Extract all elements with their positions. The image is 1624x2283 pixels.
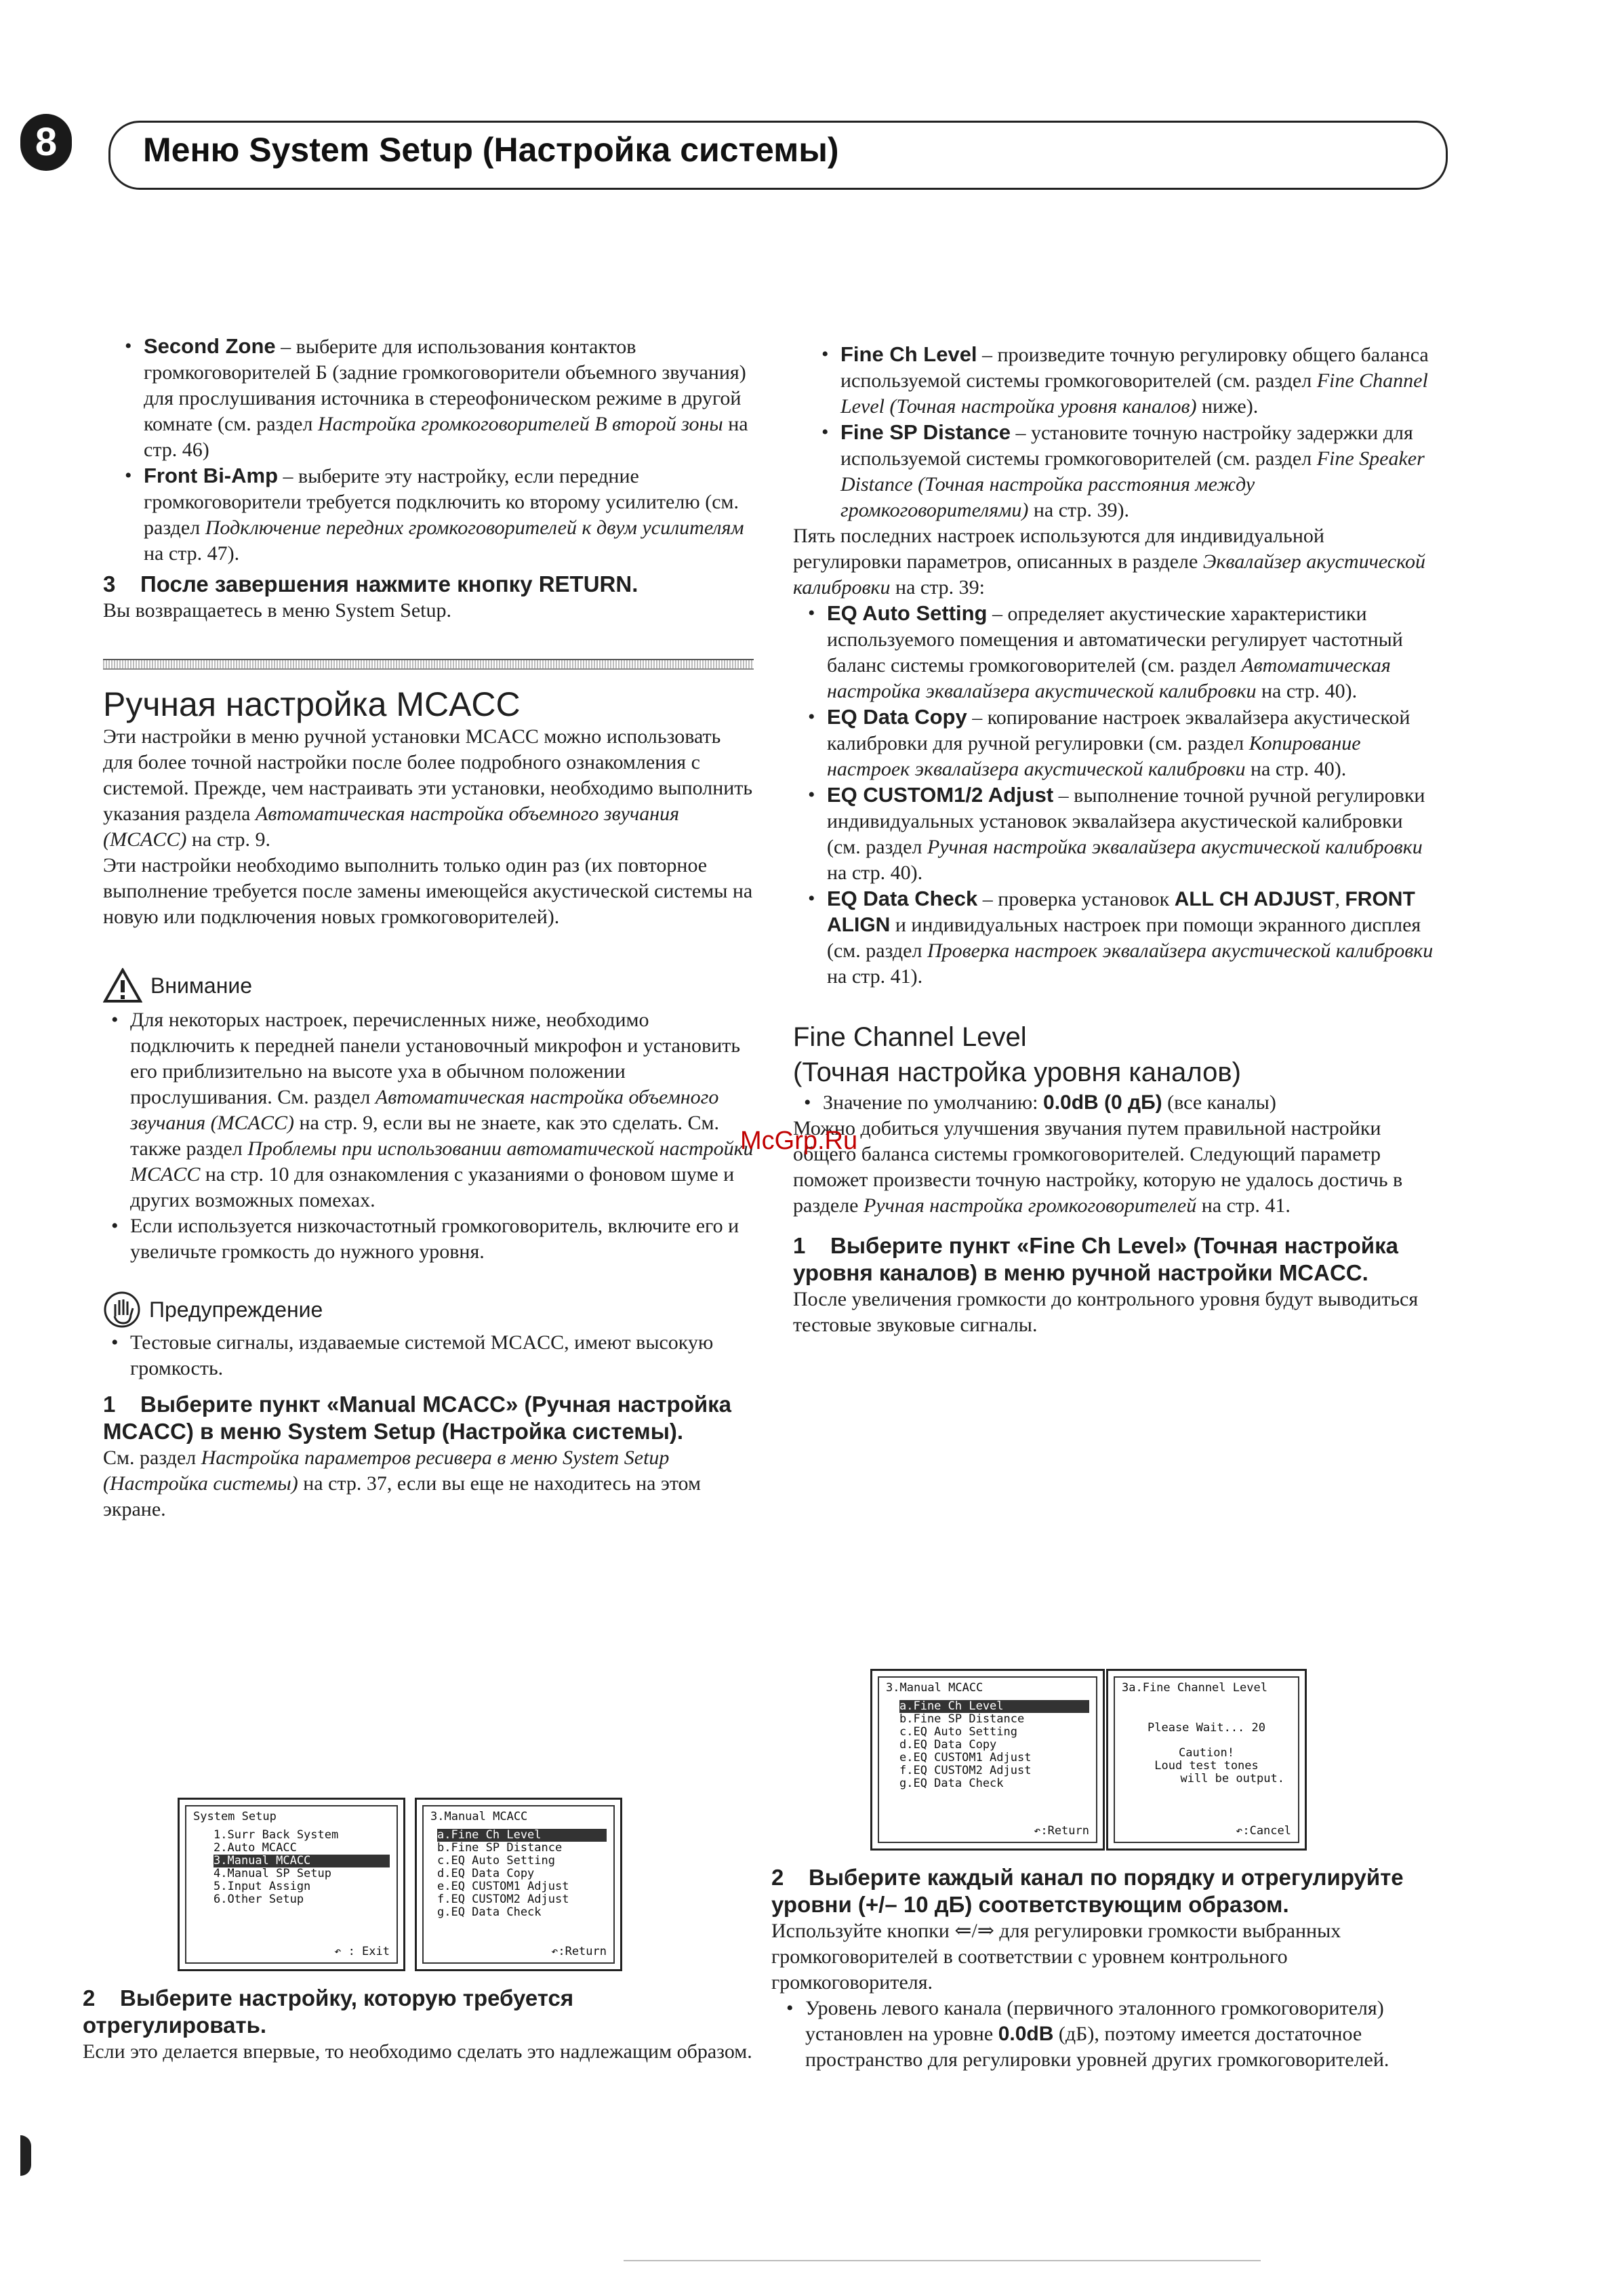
footer-rule: [624, 2260, 1261, 2261]
page-title: Меню System Setup (Настройка системы): [143, 131, 839, 169]
warning-title: Предупреждение: [149, 1297, 323, 1322]
warning-triangle-icon: [103, 968, 142, 1003]
caution-item: • Если используется низкочастотный громкоговоритель, включите его и увеличьте громкость до нужного уровня.: [110, 1213, 754, 1265]
subsection-title: Fine Channel Level (Точная настройка уровня каналов): [793, 1022, 1241, 1087]
default-value: • Значение по умолчанию: 0.0dB (0 дБ) (все каналы): [803, 1090, 1434, 1116]
screen-menu-item[interactable]: g.EQ Data Check: [437, 1905, 542, 1919]
bullet-fine-sp-distance: • Fine SP Distance – установите точную настройку задержки для используемой системы громкоговорителей (см. раздел Fine Speaker Distance (Точная настройка расстояния между громкоговорителями) на стр. 39).: [820, 420, 1434, 523]
header-frame: [108, 121, 1448, 190]
level-note: • Уровень левого канала (первичного эталонного громкоговорителя) установлен на уровне 0.0dB (дБ), поэтому имеется достаточное пространство для регулировки уровней других громкоговорителей.: [785, 1996, 1442, 2073]
eq-intro: Пять последних настроек используются для индивидуальной регулировки параметров, описанных в разделе Эквалайзер акустической калибровки на стр. 39:: [793, 525, 1426, 599]
screen-fine-channel-level: [1106, 1669, 1307, 1851]
screen-menu-item[interactable]: b.Fine SP Distance: [437, 1841, 563, 1855]
scan-mark-bottom: [20, 2135, 31, 2176]
screen-caution-line: will be output.: [1180, 1772, 1284, 1785]
screen-menu-item[interactable]: b.Fine SP Distance: [899, 1712, 1025, 1726]
step-3: 3 После завершения нажмите кнопку RETURN.: [103, 571, 638, 597]
bullet-eq-custom-adjust: • EQ CUSTOM1/2 Adjust – выполнение точной ручной регулировки индивидуальных установок эквалайзера акустической калибровки (см. раздел Ручная настройка эквалайзера акустической калибровки на стр. 40).: [807, 782, 1434, 886]
step-3-body: Вы возвращаетесь в меню System Setup.: [103, 599, 451, 622]
screen-menu-item[interactable]: 1.Surr Back System: [214, 1828, 339, 1842]
intro-a: Эти настройки в меню ручной установки MCACC можно использовать для более точной настройки после более подробного ознакомления с системой. Прежде, чем настраивать эти установки, необходимо выполнить указания раздела Автоматическая настройка объемного звучания (MCACC) на стр. 9.: [103, 725, 753, 851]
warning-item: • Тестовые сигналы, издаваемые системой MCACC, имеют высокую громкость.: [110, 1330, 754, 1381]
bullet-eq-data-check: • EQ Data Check – проверка установок ALL CH ADJUST, FRONT ALIGN и индивидуальных настроек при помощи экранного дисплея (см. раздел Проверка настроек эквалайзера акустической калибровки на стр. 41).: [807, 886, 1434, 990]
screen-title: System Setup: [193, 1810, 277, 1823]
screen-caution-line: Loud test tones: [1154, 1759, 1259, 1773]
section-title: Ручная настройка MCACC: [103, 685, 521, 723]
screen-title: 3a.Fine Channel Level: [1122, 1681, 1267, 1695]
page-number-badge: [20, 114, 72, 171]
right-column: [793, 342, 1434, 1338]
left-step-1: 1 Выберите пункт «Manual MCACC» (Ручная настройка MCACC) в меню System Setup (Настройка системы).: [103, 1392, 732, 1444]
screen-menu-item[interactable]: d.EQ Data Copy: [899, 1738, 997, 1752]
left-step-1-body: См. раздел Настройка параметров ресивера в меню System Setup (Настройка системы) на стр. 37, если вы еще не находитесь на этом экране.: [103, 1447, 701, 1520]
left-step-2-body: Если это делается впервые, то необходимо сделать это надлежащим образом.: [83, 2040, 752, 2063]
page-number: 8: [35, 120, 58, 164]
screen-menu-item[interactable]: d.EQ Data Copy: [437, 1867, 535, 1880]
hand-stop-icon: [103, 1291, 141, 1329]
screen-menu-item[interactable]: c.EQ Auto Setting: [899, 1725, 1017, 1739]
screen-menu-item-selected[interactable]: 3.Manual MCACC: [214, 1855, 390, 1867]
caution-item: • Для некоторых настроек, перечисленных ниже, необходимо подключить к передней панели установочный микрофон и установить его приблизительно на высоте уха в обычном положении прослушивания. См. раздел Автоматическая настройка объемного звучания (MCACC) на стр. 9, если вы не знаете, как это сделать. См. также раздел Проблемы при использовании автоматической настройки MCACC на стр. 10 для ознакомления с указаниями о фоновом шуме и других возможных помехах.: [110, 1007, 754, 1213]
left-column-bottom: [83, 1985, 754, 2065]
bullet-eq-data-copy: • EQ Data Copy – копирование настроек эквалайзера акустической калибровки для ручной регулировки (см. раздел Копирование настроек эквалайзера акустической калибровки на стр. 40).: [807, 704, 1434, 782]
screen-manual-mcacc-fine: [870, 1669, 1105, 1851]
screen-menu-item[interactable]: f.EQ CUSTOM2 Adjust: [437, 1893, 569, 1906]
left-column: [103, 334, 754, 1522]
bullet-eq-auto-setting: • EQ Auto Setting – определяет акустические характеристики используемого помещения и автоматически регулирует частотный баланс системы громкоговорителей (см. раздел Автоматическая настройка эквалайзера акустической калибровки на стр. 40).: [807, 601, 1434, 704]
caution-heading: [103, 968, 754, 1003]
warning-heading: [103, 1291, 754, 1329]
right-step-1: 1 Выберите пункт «Fine Ch Level» (Точная настройка уровня каналов) в меню ручной настройки MCACC.: [793, 1233, 1398, 1285]
caution-title: Внимание: [150, 973, 253, 998]
screen-menu-item[interactable]: f.EQ CUSTOM2 Adjust: [899, 1764, 1032, 1777]
intro-b: Эти настройки необходимо выполнить только один раз (их повторное выполнение требуется после замены имеющейся акустической системы на новую или подключения новых громкоговорителей).: [103, 854, 753, 928]
watermark: McGrp.Ru: [740, 1127, 858, 1155]
right-step-1-body: После увеличения громкости до контрольного уровня будут выводиться тестовые звуковые сигналы.: [793, 1288, 1419, 1336]
screen-system-setup: [178, 1798, 405, 1971]
right-step-2-body: Используйте кнопки ⇐/⇒ для регулировки громкости выбранных громкоговорителей в соответствии с уровнем контрольного громкоговорителя.: [771, 1920, 1341, 1994]
screen-menu-item[interactable]: e.EQ CUSTOM1 Adjust: [899, 1751, 1032, 1764]
screen-wait: Please Wait... 20: [1148, 1721, 1265, 1735]
fine-intro: Можно добиться улучшения звучания путем правильной настройки общего баланса системы громкоговорителей. Следующий параметр поможет произвести точную настройку, которую не удалось достичь в разделе Ручная настройка громкоговорителей на стр. 41.: [793, 1117, 1403, 1217]
screen-menu-item[interactable]: 5.Input Assign: [214, 1880, 311, 1893]
screen-caution: Caution!: [1179, 1746, 1234, 1760]
screen-menu-item[interactable]: 6.Other Setup: [214, 1893, 304, 1906]
section-rule: [103, 659, 754, 670]
screen-footer: ↶:Return: [551, 1945, 607, 1958]
screen-menu-item-selected[interactable]: a.Fine Ch Level: [437, 1829, 607, 1842]
caution-block: [103, 968, 754, 1265]
screen-title: 3.Manual MCACC: [886, 1681, 983, 1695]
screen-menu-item[interactable]: e.EQ CUSTOM1 Adjust: [437, 1880, 569, 1893]
screen-menu-item[interactable]: 4.Manual SP Setup: [214, 1867, 331, 1880]
screen-footer: ↶ : Exit: [334, 1945, 390, 1958]
left-step-2: 2 Выберите настройку, которую требуется отрегулировать.: [83, 1985, 574, 2038]
screen-manual-mcacc: [415, 1798, 622, 1971]
screen-footer: ↶:Cancel: [1236, 1824, 1291, 1838]
warning-block: [103, 1291, 754, 1381]
screen-footer: ↶:Return: [1034, 1824, 1089, 1838]
screen-menu-item[interactable]: 2.Auto MCACC: [214, 1841, 297, 1855]
screen-menu-item[interactable]: c.EQ Auto Setting: [437, 1854, 555, 1867]
bullet-fine-ch-level: • Fine Ch Level – произведите точную регулировку общего баланса используемой системы громкоговорителей (см. раздел Fine Channel Level (Точная настройка уровня каналов) ниже).: [820, 342, 1434, 420]
right-step-2: 2 Выберите каждый канал по порядку и отрегулируйте уровни (+/– 10 дБ) соответствующим образом.: [771, 1865, 1404, 1917]
screen-title: 3.Manual MCACC: [430, 1810, 528, 1823]
bullet-front-bi-amp: • Front Bi-Amp – выберите эту настройку, если передние громкоговорители требуется подключить ко второму усилителю (см. раздел Подключение передних громкоговорителей к двум усилителям на стр. 47).: [123, 463, 754, 567]
screen-menu-item[interactable]: g.EQ Data Check: [899, 1777, 1004, 1790]
bullet-second-zone: • Second Zone – выберите для использования контактов громкоговорителей Б (задние громкоговорители объемного звучания) для прослушивания источника в стереофоническом режиме в другой комнате (см. раздел Настройка громкоговорителей В второй зоны на стр. 46): [123, 334, 754, 463]
right-column-bottom: [771, 1864, 1442, 2073]
screen-menu-item-selected[interactable]: a.Fine Ch Level: [899, 1700, 1089, 1713]
